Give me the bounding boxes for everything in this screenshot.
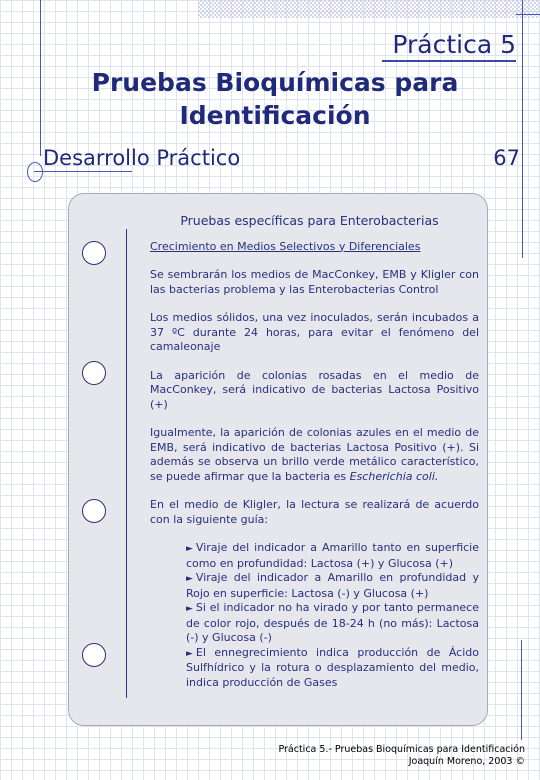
footer-author: Joaquín Moreno, 2003 © (408, 756, 525, 767)
list-item (186, 541, 479, 571)
card-margin-line (126, 229, 127, 698)
kligler-guide-list (186, 541, 479, 690)
ring-mark (27, 162, 43, 182)
page-title: Pruebas Bioquímicas para Identificación (91, 68, 459, 130)
page-footer (278, 744, 525, 768)
paragraph-kligler: En el medio de Kligler, la lectura se realizará de acuerdo con la siguiente guía: (150, 498, 479, 526)
footer-title: Práctica 5.- Pruebas Bioquímicas para Identificación (278, 744, 525, 755)
frame-line-top (516, 14, 540, 15)
list-item-text: Si el indicador no ha virado y por tanto permanece de color rojo, después de 18-24 h (no más): Lactosa (-) y Glucosa (-) (186, 601, 479, 644)
list-item-text: Viraje del indicador a Amarillo en profundidad y Rojo en superficie: Lactosa (-) y Glucosa (+) (186, 571, 479, 600)
card-subheading: Crecimiento en Medios Selectivos y Diferenciales (150, 239, 421, 253)
practice-title-underline (382, 60, 516, 62)
corner-pattern (198, 0, 540, 18)
card-heading: Pruebas específicas para Enterobacterias (180, 213, 439, 228)
bullet-arrow-icon: ► (186, 604, 193, 614)
bullet-arrow-icon: ► (186, 574, 193, 584)
page-number: 67 (493, 146, 520, 170)
frame-line-right (522, 0, 523, 258)
paragraph-sowing: Se sembrarán los medios de MacConkey, EMB y Kligler con las bacterias problema y las Enterobacterias Control (150, 268, 479, 296)
list-item (186, 646, 479, 691)
list-item-text: Viraje del indicador a Amarillo tanto en superficie como en profundidad: Lactosa (+) y Glucosa (+) (186, 541, 479, 570)
binder-hole-1 (82, 241, 106, 265)
list-item (186, 601, 479, 646)
paragraph-macconkey: La aparición de colonias rosadas en el medio de MacConkey, será indicativo de bacterias Lactosa Positivo (+) (150, 368, 479, 411)
paragraph-emb (150, 426, 479, 484)
section-title: Desarrollo Práctico (43, 146, 241, 170)
section-title-underline (34, 171, 132, 172)
frame-line-right-lower (521, 640, 522, 740)
list-item-text: El ennegrecimiento indica producción de Ácido Sulfhídrico y la rotura o desplazamiento del medio, indica producción de Gases (186, 645, 479, 689)
binder-hole-4 (82, 643, 106, 667)
paragraph-incubation: Los medios sólidos, una vez inoculados, serán incubados a 37 ºC durante 24 horas, para evitar el fenómeno del camaleonaje (150, 311, 479, 353)
card-content (150, 214, 479, 690)
species-name: Escherichia coli. (349, 469, 439, 483)
binder-hole-2 (82, 361, 106, 385)
frame-line-left (40, 0, 41, 156)
paragraph-emb-text: Igualmente, la aparición de colonias azules en el medio de EMB, será indicativo de bacterias Lactosa Positivo (+). Si además se observa un brillo verde metálico característico, se puede afirmar que la bacteria es (150, 426, 479, 483)
bullet-arrow-icon: ► (186, 544, 193, 554)
practice-title: Práctica 5 (392, 30, 516, 59)
bullet-arrow-icon: ► (186, 648, 193, 659)
binder-hole-3 (82, 499, 106, 523)
list-item (186, 571, 479, 601)
